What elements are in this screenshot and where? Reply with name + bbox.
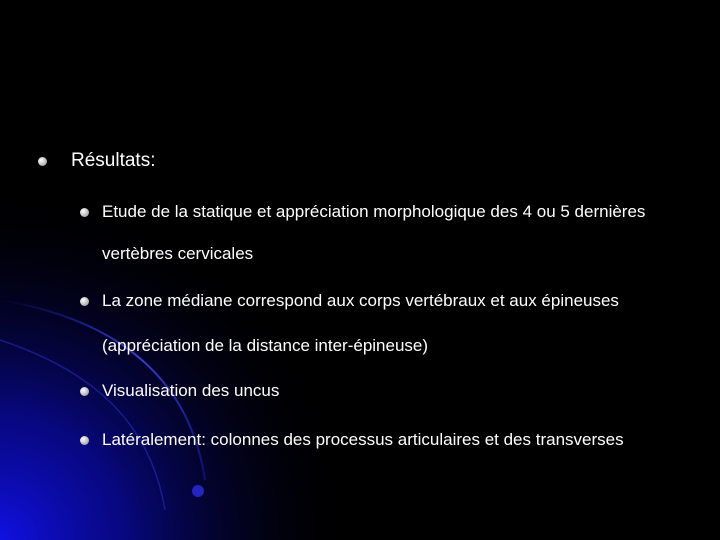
level1-bullet-icon bbox=[38, 157, 47, 166]
level2-bullet-icon bbox=[80, 436, 89, 445]
level2-bullet-icon bbox=[80, 387, 89, 396]
bullet-item-text: Visualisation des uncus bbox=[102, 381, 280, 400]
level2-bullet-icon bbox=[80, 297, 89, 306]
bullet-item-text-continuation: vertèbres cervicales bbox=[102, 244, 254, 263]
bullet-item-text-continuation: (appréciation de la distance inter-épineuse) bbox=[102, 336, 429, 355]
bullet-item-text: La zone médiane correspond aux corps vertébraux et aux épineuses bbox=[102, 291, 619, 310]
bullet-item-text: Latéralement: colonnes des processus articulaires et des transverses bbox=[102, 430, 624, 449]
level2-bullet-icon bbox=[80, 208, 89, 217]
bullet-item-text: Etude de la statique et appréciation morphologique des 4 ou 5 dernières bbox=[102, 202, 646, 221]
slide-heading: Résultats: bbox=[71, 150, 156, 171]
